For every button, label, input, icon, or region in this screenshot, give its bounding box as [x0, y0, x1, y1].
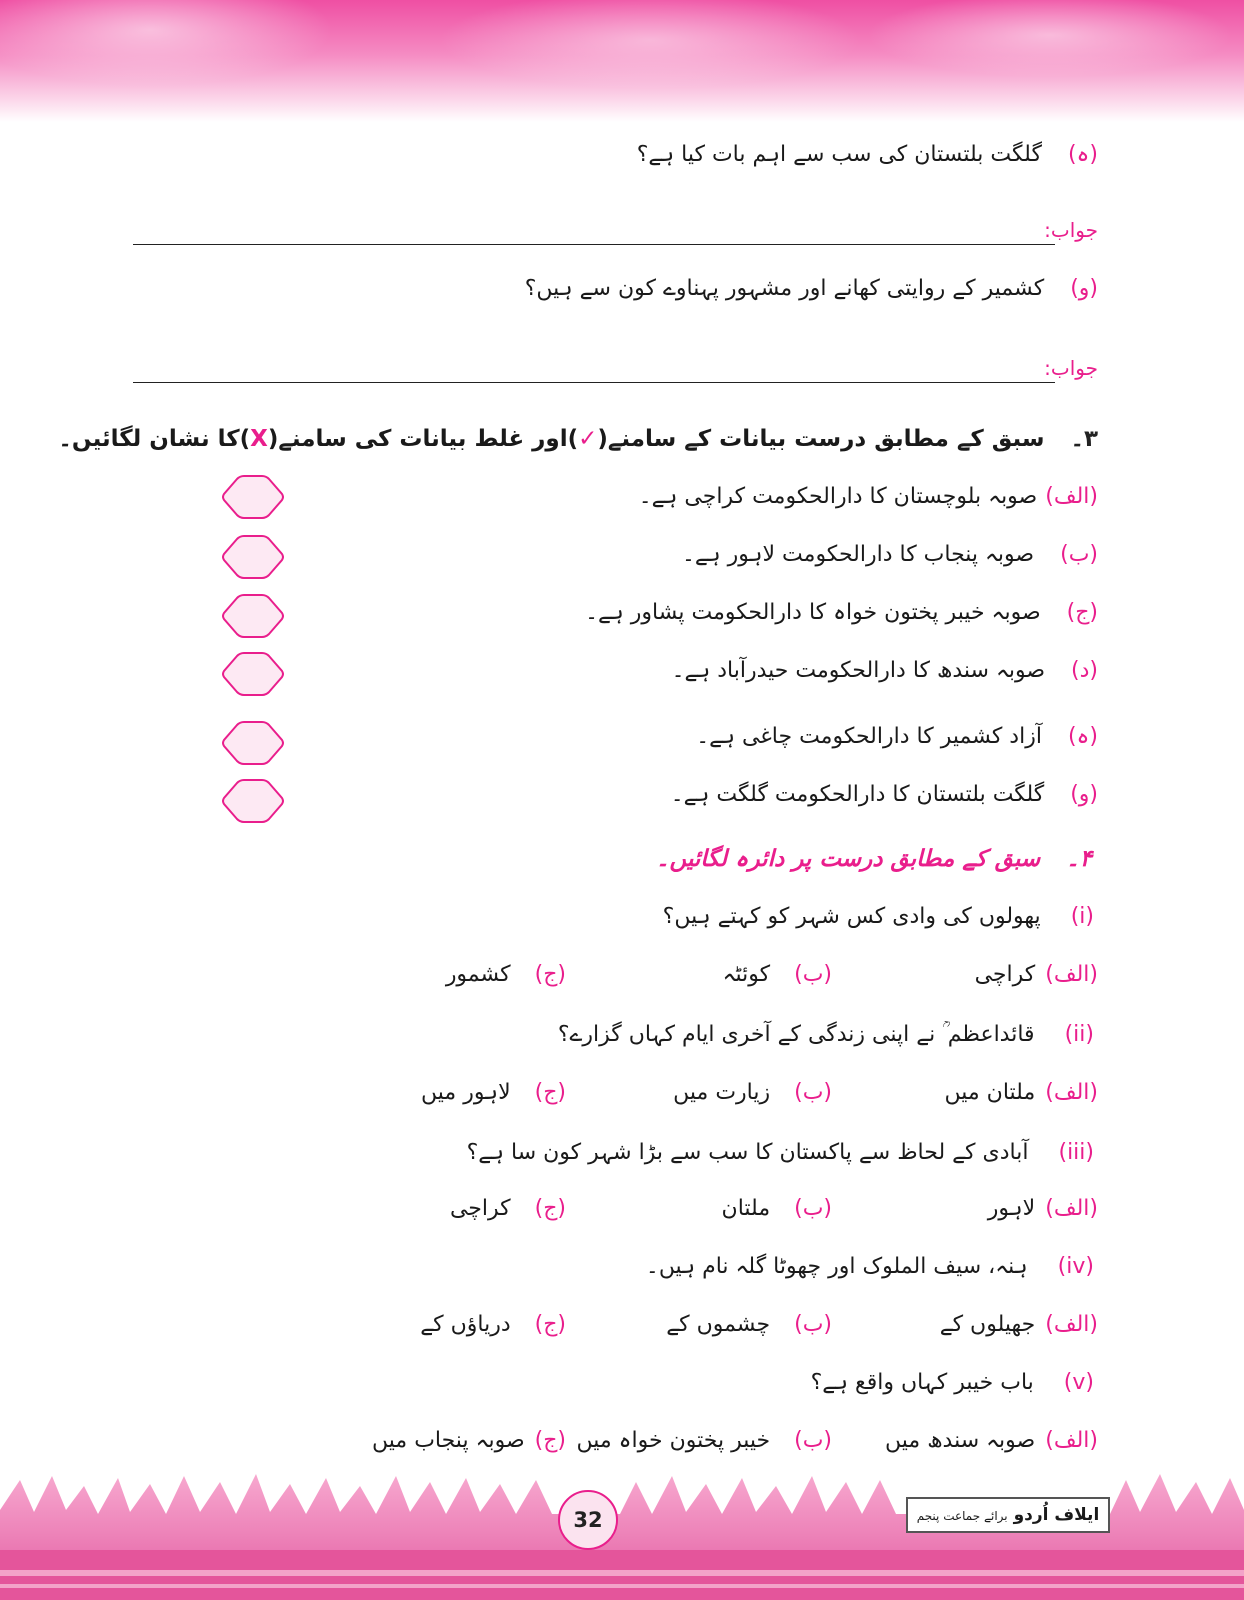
mcq-option[interactable] [988, 1196, 1098, 1221]
mcq-question-4 [646, 1254, 1094, 1279]
statement-number: (ج) [1066, 600, 1098, 625]
mcq-option[interactable] [421, 1080, 566, 1105]
mcq-option[interactable] [420, 1312, 566, 1337]
book-title-box [906, 1497, 1110, 1533]
book-subtitle: برائے جماعت پنجم [916, 1509, 1008, 1523]
statement-number: (الف) [1045, 484, 1098, 509]
statement-number: (ہ) [1067, 724, 1098, 749]
option-label: (ب) [794, 1428, 832, 1453]
option-text: زیارت میں [673, 1080, 771, 1105]
mcq-option[interactable] [450, 1196, 566, 1221]
check-mark-icon: ✓ [578, 426, 598, 452]
mcq-number: (i) [1070, 904, 1094, 929]
answer-box-6[interactable] [222, 778, 284, 824]
option-label: (ج) [534, 1080, 566, 1105]
section4-heading [656, 846, 1092, 872]
option-text: ملتان [721, 1196, 771, 1221]
heading-text: )کا نشان لگائیں۔ [58, 426, 251, 452]
heading-text: )اور غلط بیانات کی سامنے( [267, 426, 579, 452]
option-text: چشموں کے [666, 1312, 771, 1337]
statement-dal [672, 658, 1098, 683]
question-number: (و) [1070, 276, 1098, 301]
option-label: (الف) [1045, 1428, 1098, 1453]
answer-box-4[interactable] [222, 651, 284, 697]
mcq-text: باب خیبر کہاں واقع ہے؟ [810, 1370, 1034, 1395]
option-text: لاہور میں [421, 1080, 511, 1105]
statement-text: صوبہ سندھ کا دارالحکومت حیدرآباد ہے۔ [671, 658, 1046, 683]
option-text: جھیلوں کے [939, 1312, 1036, 1337]
question-wao [525, 276, 1098, 301]
mcq-text: ہنہ، سیف الملوک اور چھوٹا گلہ نام ہیں۔ [645, 1254, 1028, 1279]
option-label: (ب) [794, 962, 832, 987]
mcq-question-5 [811, 1370, 1094, 1395]
option-text: ملتان میں [944, 1080, 1036, 1105]
option-label: (ب) [794, 1196, 832, 1221]
option-label: (الف) [1045, 1312, 1098, 1337]
statement-text: گلگت بلتستان کا دارالحکومت گلگت ہے۔ [670, 782, 1045, 807]
mcq-number: (iv) [1057, 1254, 1094, 1279]
statement-text: صوبہ خیبر پختون خواہ کا دارالحکومت پشاور ہے۔ [585, 600, 1041, 625]
mcq-question-3 [467, 1140, 1094, 1165]
mcq-option[interactable] [446, 962, 566, 987]
mcq-option[interactable] [372, 1428, 566, 1453]
option-text: کشمور [445, 962, 511, 987]
option-label: (ج) [534, 962, 566, 987]
mcq-question-2 [558, 1022, 1094, 1047]
option-text: صوبہ سندھ میں [885, 1428, 1036, 1453]
statement-number: (ب) [1060, 542, 1098, 567]
option-text: کوئٹہ [722, 962, 771, 987]
mcq-number: (iii) [1058, 1140, 1094, 1165]
mcq-option[interactable] [945, 1080, 1099, 1105]
statement-number: (و) [1070, 782, 1098, 807]
option-text: کراچی [449, 1196, 511, 1221]
mcq-option[interactable] [576, 1428, 832, 1453]
mcq-option[interactable] [940, 1312, 1098, 1337]
answer-line[interactable] [133, 382, 1055, 383]
mcq-option[interactable] [885, 1428, 1098, 1453]
mcq-option[interactable] [723, 962, 832, 987]
option-label: (الف) [1045, 1196, 1098, 1221]
mcq-option[interactable] [666, 1312, 832, 1337]
option-text: کراچی [974, 962, 1036, 987]
option-label: (الف) [1045, 1080, 1098, 1105]
mcq-text: آبادی کے لحاظ سے پاکستان کا سب سے بڑا شہر کون سا ہے؟ [466, 1140, 1029, 1165]
cross-mark-icon: X [250, 426, 268, 452]
option-label: (ج) [534, 1428, 566, 1453]
answer-line[interactable] [133, 244, 1055, 245]
question-he [637, 142, 1098, 167]
footer-grass-decoration [0, 1470, 1244, 1600]
question-text: گلگت بلتستان کی سب سے اہم بات کیا ہے؟ [636, 142, 1042, 167]
section-number: ۴۔ [1066, 846, 1092, 872]
mcq-option[interactable] [673, 1080, 832, 1105]
option-label: (ب) [794, 1080, 832, 1105]
statement-he [696, 724, 1098, 749]
book-title: ایلاف اُردو [1013, 1505, 1100, 1525]
statement-text: آزاد کشمیر کا دارالحکومت چاغی ہے۔ [696, 724, 1042, 749]
statement-alif [639, 484, 1098, 509]
answer-label: جواب: [1044, 356, 1098, 380]
answer-box-3[interactable] [222, 593, 284, 639]
statement-be [682, 542, 1098, 567]
answer-box-1[interactable] [222, 474, 284, 520]
option-text: لاہور [987, 1196, 1036, 1221]
question-text: کشمیر کے روایتی کھانے اور مشہور پہناوے کون سے ہیں؟ [524, 276, 1045, 301]
mcq-option[interactable] [975, 962, 1098, 987]
mcq-text: قائداعظم ؒ نے اپنی زندگی کے آخری ایام کہاں گزارے؟ [557, 1022, 1035, 1047]
mcq-number: (ii) [1064, 1022, 1094, 1047]
option-label: (ج) [534, 1312, 566, 1337]
mcq-question-1 [663, 904, 1094, 929]
heading-text: سبق کے مطابق درست بیانات کے سامنے( [597, 426, 1045, 452]
answer-box-5[interactable] [222, 720, 284, 766]
answer-label: جواب: [1044, 218, 1098, 242]
option-label: (ج) [534, 1196, 566, 1221]
heading-text: سبق کے مطابق درست پر دائرہ لگائیں۔ [655, 846, 1041, 872]
section-number: ۳۔ [1070, 426, 1098, 452]
mcq-option[interactable] [722, 1196, 832, 1221]
option-text: دریاؤں کے [420, 1312, 511, 1337]
statement-jeem [585, 600, 1098, 625]
page-number: 32 [558, 1490, 618, 1550]
answer-box-2[interactable] [222, 534, 284, 580]
statement-wao [671, 782, 1098, 807]
question-number: (ہ) [1067, 142, 1098, 167]
statement-number: (د) [1071, 658, 1098, 683]
statement-text: صوبہ پنجاب کا دارالحکومت لاہور ہے۔ [681, 542, 1035, 567]
option-label: (الف) [1045, 962, 1098, 987]
option-text: صوبہ پنجاب میں [372, 1428, 525, 1453]
mcq-text: پھولوں کی وادی کس شہر کو کہتے ہیں؟ [662, 904, 1041, 929]
option-text: خیبر پختون خواہ میں [576, 1428, 771, 1453]
mcq-number: (v) [1063, 1370, 1094, 1395]
statement-text: صوبہ بلوچستان کا دارالحکومت کراچی ہے۔ [638, 484, 1038, 509]
option-label: (ب) [794, 1312, 832, 1337]
section3-heading [58, 426, 1098, 452]
header-banner [0, 0, 1244, 122]
